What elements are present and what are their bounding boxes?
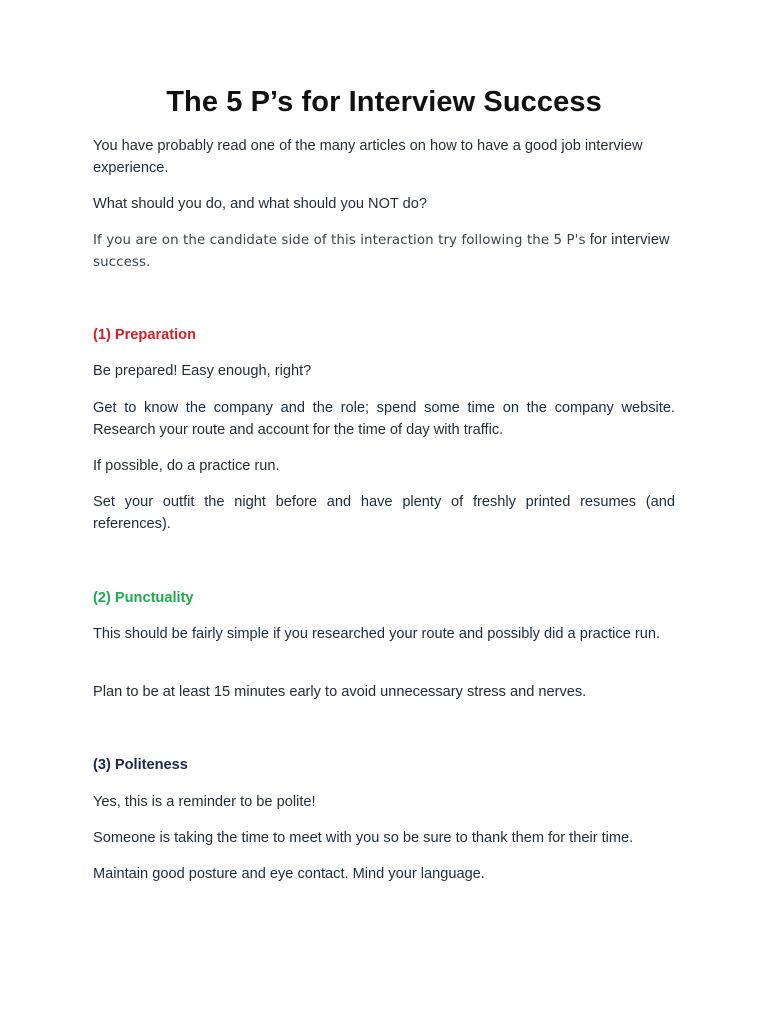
politeness-paragraph-1: Yes, this is a reminder to be polite! bbox=[93, 794, 316, 810]
section-heading-politeness: (3) Politeness bbox=[93, 757, 188, 773]
section-heading-punctuality: (2) Punctuality bbox=[93, 590, 194, 606]
intro-candidate-text: If you are on the candidate side of this interaction try following the 5 P's bbox=[93, 233, 586, 248]
politeness-paragraph-2: Someone is taking the time to meet with you so be sure to thank them for their time. bbox=[93, 830, 634, 846]
punctuality-paragraph-2: Plan to be at least 15 minutes early to avoid unnecessary stress and nerves. bbox=[93, 684, 587, 700]
intro-paragraph-2: What should you do, and what should you NOT do? bbox=[93, 196, 427, 212]
section-heading-preparation: (1) Preparation bbox=[93, 327, 196, 343]
intro-candidate-line2: success. bbox=[93, 255, 151, 270]
preparation-paragraph-3: If possible, do a practice run. bbox=[93, 458, 280, 474]
intro-paragraph-3 bbox=[93, 229, 675, 274]
preparation-paragraph-4: Set your outfit the night before and have plenty of freshly printed resumes (and references). bbox=[93, 494, 675, 532]
intro-paragraph-1: You have probably read one of the many articles on how to have a good job interview experience. bbox=[93, 138, 643, 176]
preparation-paragraph-1: Be prepared! Easy enough, right? bbox=[93, 363, 312, 379]
document-title: The 5 P’s for Interview Success bbox=[166, 86, 602, 118]
preparation-paragraph-2: Get to know the company and the role; spend some time on the company website. Research your route and account for the time of day with traffic. bbox=[93, 400, 675, 438]
punctuality-paragraph-1: This should be fairly simple if you researched your route and possibly did a practice run. bbox=[93, 626, 661, 642]
intro-candidate-tail: for interview bbox=[585, 232, 670, 248]
politeness-paragraph-3: Maintain good posture and eye contact. Mind your language. bbox=[93, 866, 485, 882]
